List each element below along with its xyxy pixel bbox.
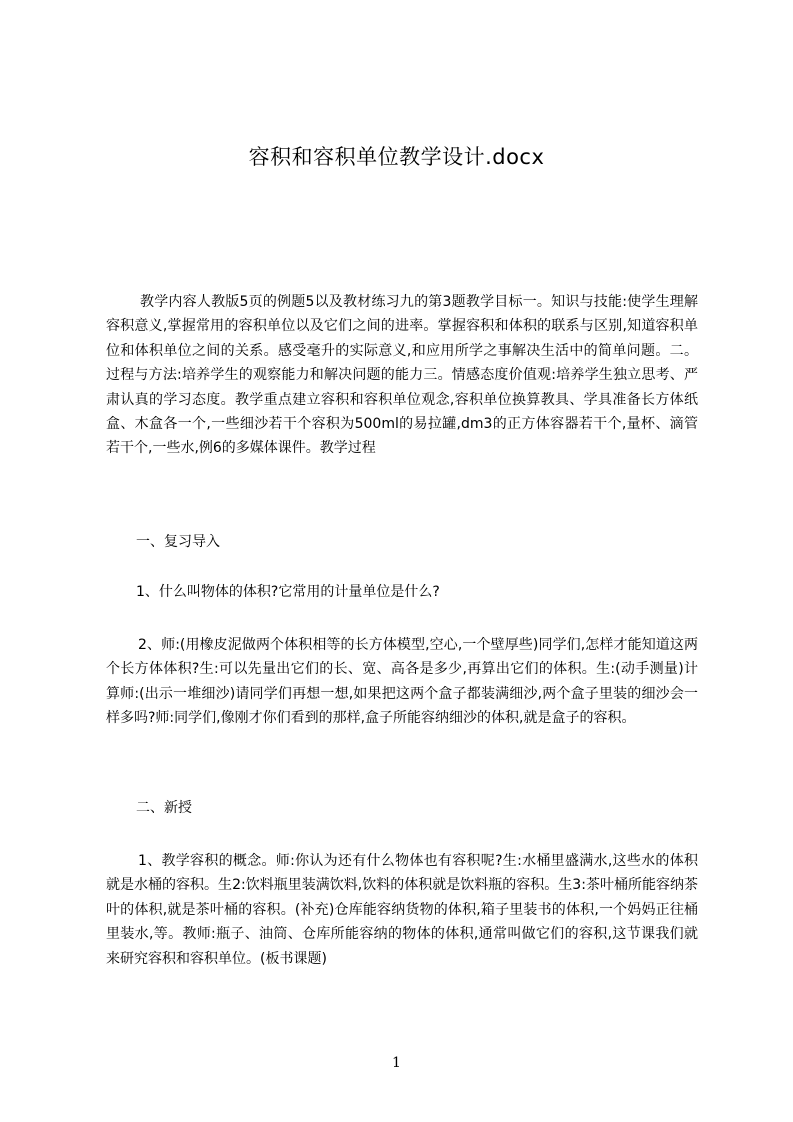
section-heading-new: 二、新授 bbox=[136, 800, 192, 816]
section-heading-review: 一、复习导入 bbox=[136, 534, 220, 550]
page-number: 1 bbox=[392, 1055, 401, 1071]
review-question-2: 2、师:(用橡皮泥做两个体积相等的长方体模型,空心,一个壁厚些)同学们,怎样才能知道这两个长方体体积?生:可以先量出它们的长、宽、高各是多少,再算出它们的体积。生:(动手测量)计算师:(出示一堆细沙)请同学们再想一想,如果把这两个盒子都装满细沙,两个盒子里装的细沙会一样多吗?师:同学们,像刚才你们看到的那样,盒子所能容纳细沙的体积,就是盒子的容积。 bbox=[106, 637, 698, 727]
review-question-1: 1、什么叫物体的体积?它常用的计量单位是什么? bbox=[136, 584, 440, 600]
document-title: 容积和容积单位教学设计.docx bbox=[248, 145, 545, 169]
concept-paragraph: 1、教学容积的概念。师:你认为还有什么物体也有容积呢?生:水桶里盛满水,这些水的体积就是水桶的容积。生2:饮料瓶里装满饮料,饮料的体积就是饮料瓶的容积。生3:茶叶桶所能容纳茶叶的体积,就是茶叶桶的容积。(补充)仓库能容纳货物的体积,箱子里装书的体积,一个妈妈正往桶里装水,等。教师:瓶子、油筒、仓库所能容纳的物体的体积,通常叫做它们的容积,这节课我们就来研究容积和容积单位。(板书课题) bbox=[106, 853, 698, 967]
intro-paragraph: 教学内容人教版5页的例题5以及教材练习九的第3题教学目标一。知识与技能:使学生理解容积意义,掌握常用的容积单位以及它们之间的进率。掌握容积和体积的联系与区别,知道容积单位和体积单位之间的关系。感受毫升的实际意义,和应用所学之事解决生活中的简单问题。二。过程与方法:培养学生的观察能力和解决问题的能力三。情感态度价值观:培养学生独立思考、严肃认真的学习态度。教学重点建立容积和容积单位观念,容积单位换算教具、学具准备长方体纸盒、木盒各一个,一些细沙若干个容积为500ml的易拉罐,dm3的正方体容器若干个,量杯、滴管若干个,一些水,例6的多媒体课件。教学过程 bbox=[106, 294, 698, 457]
